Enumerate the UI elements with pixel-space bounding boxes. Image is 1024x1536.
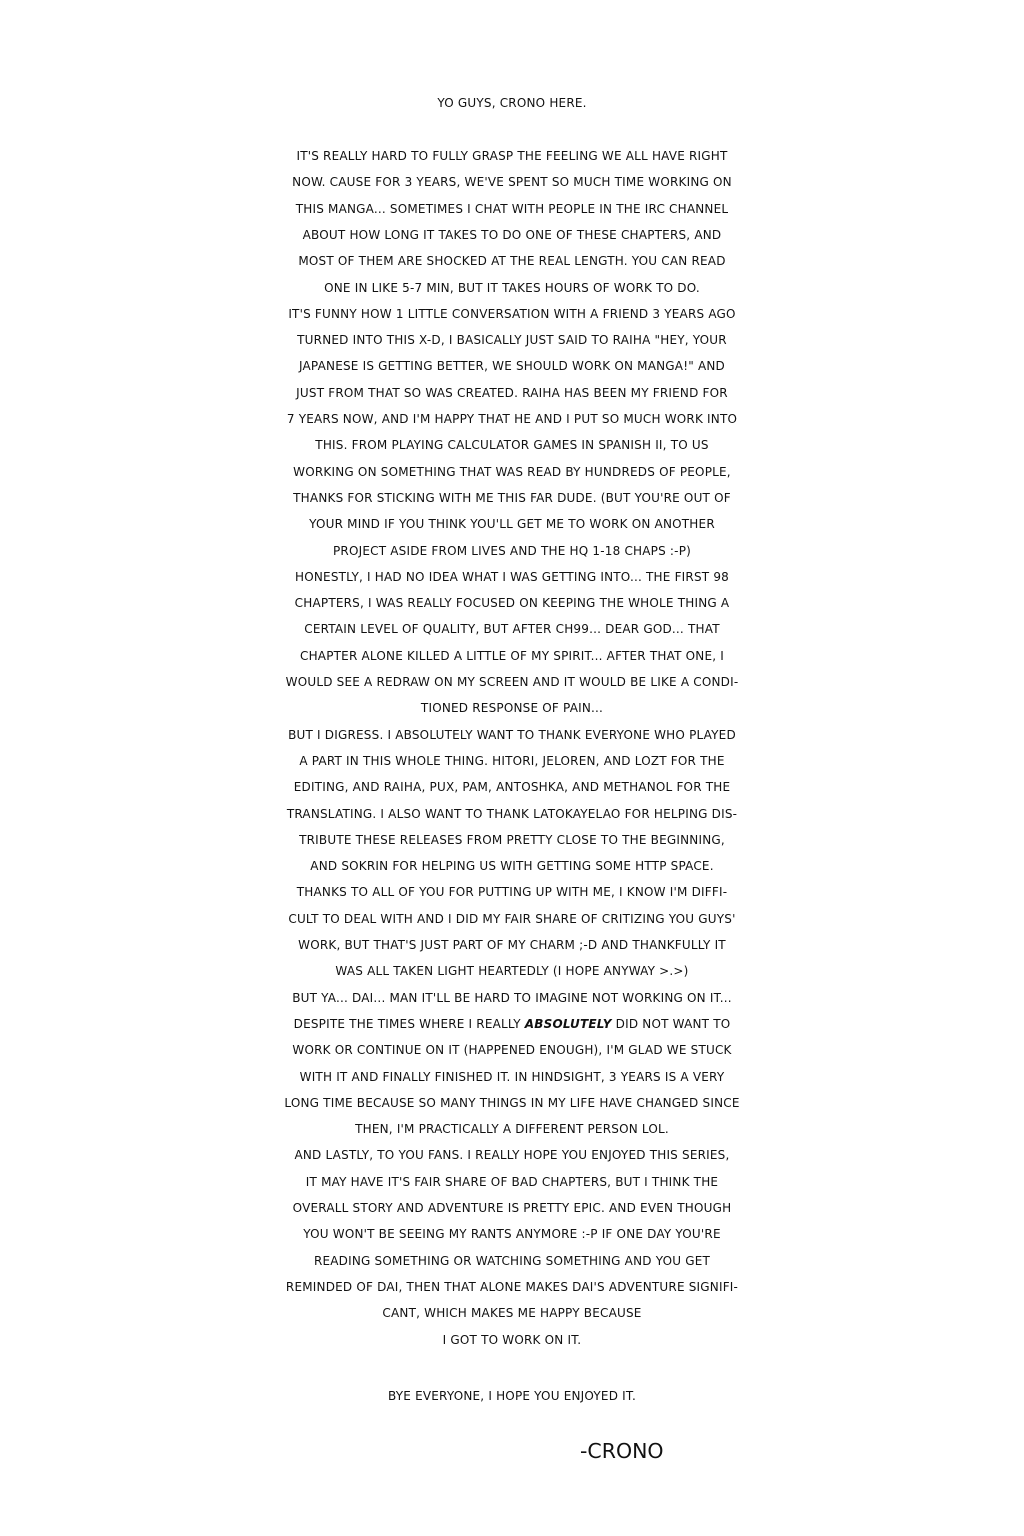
letter-line: WORKING ON SOMETHING THAT WAS READ BY HUNDREDS OF PEOPLE, xyxy=(293,464,731,479)
letter-greeting: YO GUYS, CRONO HERE. xyxy=(437,96,587,110)
letter-line: CHAPTER ALONE KILLED A LITTLE OF MY SPIRIT... AFTER THAT ONE, I xyxy=(300,648,724,663)
letter-line: TRANSLATING. I ALSO WANT TO THANK LATOKAYELAO FOR HELPING DIS- xyxy=(286,806,738,821)
letter-line: THANKS FOR STICKING WITH ME THIS FAR DUDE. (BUT YOU'RE OUT OF xyxy=(293,490,731,505)
letter-line: AND LASTLY, TO YOU FANS. I REALLY HOPE YOU ENJOYED THIS SERIES, xyxy=(294,1148,730,1163)
letter-line: A PART IN THIS WHOLE THING. HITORI, JELOREN, AND LOZT FOR THE xyxy=(299,753,725,768)
letter-line: WORK OR CONTINUE ON IT (HAPPENED ENOUGH), I'M GLAD WE STUCK xyxy=(292,1043,732,1058)
letter-line: YOUR MIND IF YOU THINK YOU'LL GET ME TO WORK ON ANOTHER xyxy=(309,517,715,532)
letter-line: REMINDED OF DAI, THEN THAT ALONE MAKES DAI'S ADVENTURE SIGNIFI- xyxy=(285,1279,739,1294)
letter-line: MOST OF THEM ARE SHOCKED AT THE REAL LENGTH. YOU CAN READ xyxy=(298,254,726,269)
letter-line-text: DID NOT WANT TO xyxy=(611,1016,731,1031)
letter-line: ABOUT HOW LONG IT TAKES TO DO ONE OF THESE CHAPTERS, AND xyxy=(302,227,722,242)
letter-line: READING SOMETHING OR WATCHING SOMETHING AND YOU GET xyxy=(313,1253,711,1268)
letter-line: THIS. FROM PLAYING CALCULATOR GAMES IN SPANISH II, TO US xyxy=(315,438,709,453)
letter-line: BUT YA... DAI... MAN IT'LL BE HARD TO IMAGINE NOT WORKING ON IT... xyxy=(292,990,732,1005)
letter-line: ONE IN LIKE 5-7 MIN, BUT IT TAKES HOURS OF WORK TO DO. xyxy=(324,280,700,295)
letter-line: CERTAIN LEVEL OF QUALITY, BUT AFTER CH99... DEAR GOD... THAT xyxy=(304,622,720,637)
letter-line: I GOT TO WORK ON IT. xyxy=(442,1332,582,1347)
letter-line: THIS MANGA... SOMETIMES I CHAT WITH PEOPLE IN THE IRC CHANNEL xyxy=(295,201,729,216)
letter-line: THEN, I'M PRACTICALLY A DIFFERENT PERSON LOL. xyxy=(355,1122,669,1137)
letter-line: EDITING, AND RAIHA, PUX, PAM, ANTOSHKA, AND METHANOL FOR THE xyxy=(293,780,731,795)
letter-line-text: DESPITE THE TIMES WHERE I REALLY xyxy=(293,1016,525,1031)
letter-line xyxy=(0,1011,1024,1037)
letter-line: BUT I DIGRESS. I ABSOLUTELY WANT TO THANK EVERYONE WHO PLAYED xyxy=(288,727,736,742)
letter-line: 7 YEARS NOW, AND I'M HAPPY THAT HE AND I PUT SO MUCH WORK INTO xyxy=(286,412,738,426)
letter-line: IT'S FUNNY HOW 1 LITTLE CONVERSATION WITH A FRIEND 3 YEARS AGO xyxy=(288,306,736,321)
letter-line: CANT, WHICH MAKES ME HAPPY BECAUSE xyxy=(382,1306,642,1321)
letter-line: IT'S REALLY HARD TO FULLY GRASP THE FEELING WE ALL HAVE RIGHT xyxy=(296,149,728,163)
letter-line: OVERALL STORY AND ADVENTURE IS PRETTY EPIC. AND EVEN THOUGH xyxy=(292,1201,732,1215)
emphasis-word: ABSOLUTELY xyxy=(524,1016,612,1031)
letter-line: NOW. CAUSE FOR 3 YEARS, WE'VE SPENT SO MUCH TIME WORKING ON xyxy=(292,175,732,190)
letter-line: PROJECT ASIDE FROM LIVES AND THE HQ 1-18 CHAPS :-P) xyxy=(332,543,692,558)
letter-line: LONG TIME BECAUSE SO MANY THINGS IN MY LIFE HAVE CHANGED SINCE xyxy=(284,1095,740,1110)
letter-line: WAS ALL TAKEN LIGHT HEARTEDLY (I HOPE ANYWAY >.>) xyxy=(335,964,689,979)
letter-closing: BYE EVERYONE, I HOPE YOU ENJOYED IT. xyxy=(387,1389,637,1403)
letter-line: YOU WON'T BE SEEING MY RANTS ANYMORE :-P IF ONE DAY YOU'RE xyxy=(303,1227,721,1242)
letter-line: TURNED INTO THIS X-D, I BASICALLY JUST SAID TO RAIHA "HEY, YOUR xyxy=(297,333,727,348)
letter-line: AND SOKRIN FOR HELPING US WITH GETTING SOME HTTP SPACE. xyxy=(310,859,714,874)
letter-line: WITH IT AND FINALLY FINISHED IT. IN HINDSIGHT, 3 YEARS IS A VERY xyxy=(299,1069,725,1084)
letter-line: CHAPTERS, I WAS REALLY FOCUSED ON KEEPING THE WHOLE THING A xyxy=(294,596,730,611)
letter-line: IT MAY HAVE IT'S FAIR SHARE OF BAD CHAPTERS, BUT I THINK THE xyxy=(305,1174,719,1189)
letter-line: THANKS TO ALL OF YOU FOR PUTTING UP WITH ME, I KNOW I'M DIFFI- xyxy=(296,885,728,900)
letter-line: WORK, BUT THAT'S JUST PART OF MY CHARM ;-D AND THANKFULLY IT xyxy=(298,938,726,952)
letter-line: JAPANESE IS GETTING BETTER, WE SHOULD WORK ON MANGA!" AND xyxy=(299,359,725,374)
letter-line: CULT TO DEAL WITH AND I DID MY FAIR SHARE OF CRITIZING YOU GUYS' xyxy=(288,911,736,926)
letter-line: TIONED RESPONSE OF PAIN... xyxy=(420,701,604,716)
letter-signature: -CRONO xyxy=(580,1439,664,1463)
letter-line: JUST FROM THAT SO WAS CREATED. RAIHA HAS BEEN MY FRIEND FOR xyxy=(296,385,728,400)
letter-line: HONESTLY, I HAD NO IDEA WHAT I WAS GETTING INTO... THE FIRST 98 xyxy=(295,569,729,584)
letter-line: WOULD SEE A REDRAW ON MY SCREEN AND IT WOULD BE LIKE A CONDI- xyxy=(285,675,739,689)
letter-line: TRIBUTE THESE RELEASES FROM PRETTY CLOSE TO THE BEGINNING, xyxy=(299,832,725,847)
